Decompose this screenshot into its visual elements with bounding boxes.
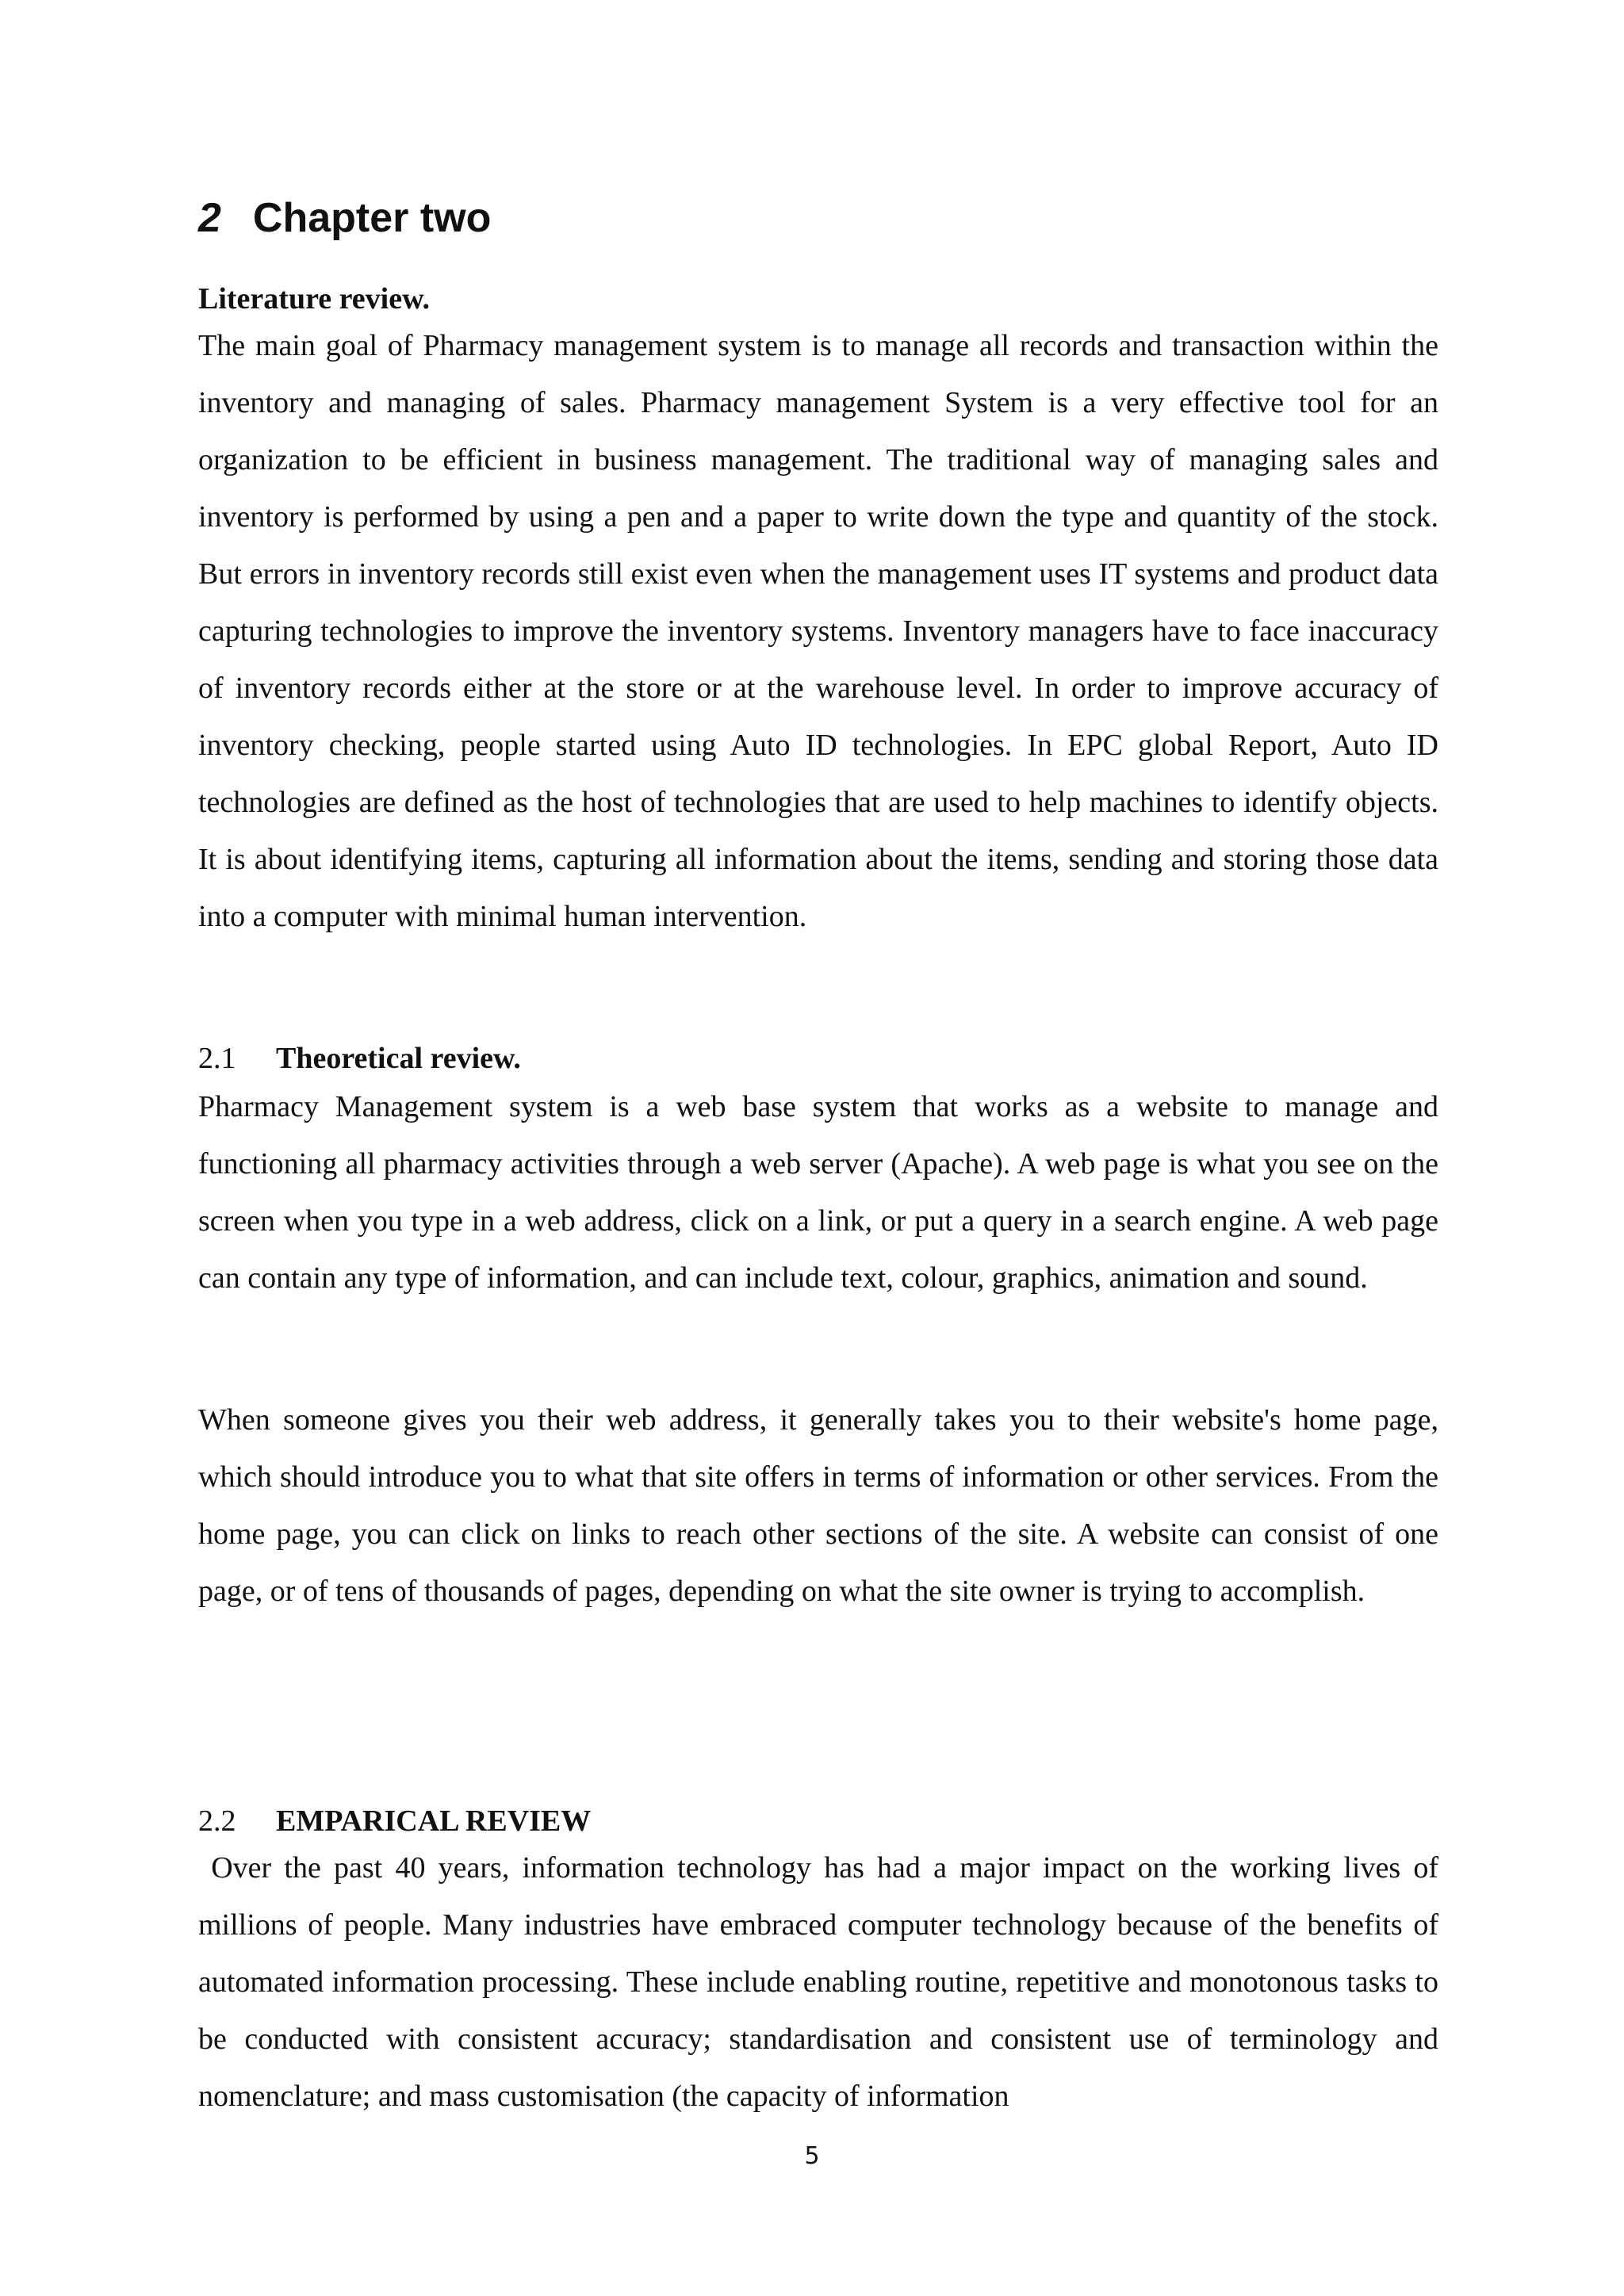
emparical-review-paragraph: Over the past 40 years, information technology has had a major impact on the working lives of millions of people. Many industries have embraced computer technology because of the benefits of automated information processing. These include enabling routine, repetitive and monotonous tasks to be conducted with consistent accuracy; standardisation and consistent use of terminology and nomenclature; and mass customisation (the capacity of information [198, 1851, 1446, 2113]
chapter-title: Chapter two [252, 195, 492, 241]
section-title: EMPARICAL REVIEW [276, 1804, 592, 1838]
section-title: Theoretical review. [276, 1042, 521, 1075]
page-number: 5 [804, 2142, 820, 2170]
section-heading-emparical-review [198, 1801, 591, 1841]
literature-review-heading: Literature review. [198, 282, 430, 316]
section-number: 2.2 [198, 1804, 236, 1838]
section-heading-theoretical-review [198, 1039, 521, 1078]
theoretical-review-paragraph-2: When someone gives you their web address, it generally takes you to their website's home page, which should introduce you to what that site offers in terms of information or other services. From the home page, you can click on links to reach other sections of the site. A website can consist of one page, or of tens of thousands of pages, depending on what the site owner is trying to accomplish. [198, 1403, 1438, 1608]
literature-review-paragraph: The main goal of Pharmacy management system is to manage all records and transaction within the inventory and managing of sales. Pharmacy management System is a very effective tool for an organization to be efficient in business management. The traditional way of managing sales and inventory is performed by using a pen and a paper to write down the type and quantity of the stock. But errors in inventory records still exist even when the management uses IT systems and product data capturing technologies to improve the inventory systems. Inventory managers have to face inaccuracy of inventory records either at the store or at the warehouse level. In order to improve accuracy of inventory checking, people started using Auto ID technologies. In EPC global Report, Auto ID technologies are defined as the host of technologies that are used to help machines to identify objects. It is about identifying items, capturing all information about the items, sending and storing those data into a computer with minimal human intervention. [198, 329, 1438, 933]
chapter-heading [198, 190, 491, 246]
section-number: 2.1 [198, 1042, 236, 1075]
chapter-number: 2 [198, 195, 221, 241]
theoretical-review-paragraph-1: Pharmacy Management system is a web base system that works as a website to manage and functioning all pharmacy activities through a web server (Apache). A web page is what you see on the screen when you type in a web address, click on a link, or put a query in a search engine. A web page can contain any type of information, and can include text, colour, graphics, animation and sound. [198, 1090, 1438, 1295]
